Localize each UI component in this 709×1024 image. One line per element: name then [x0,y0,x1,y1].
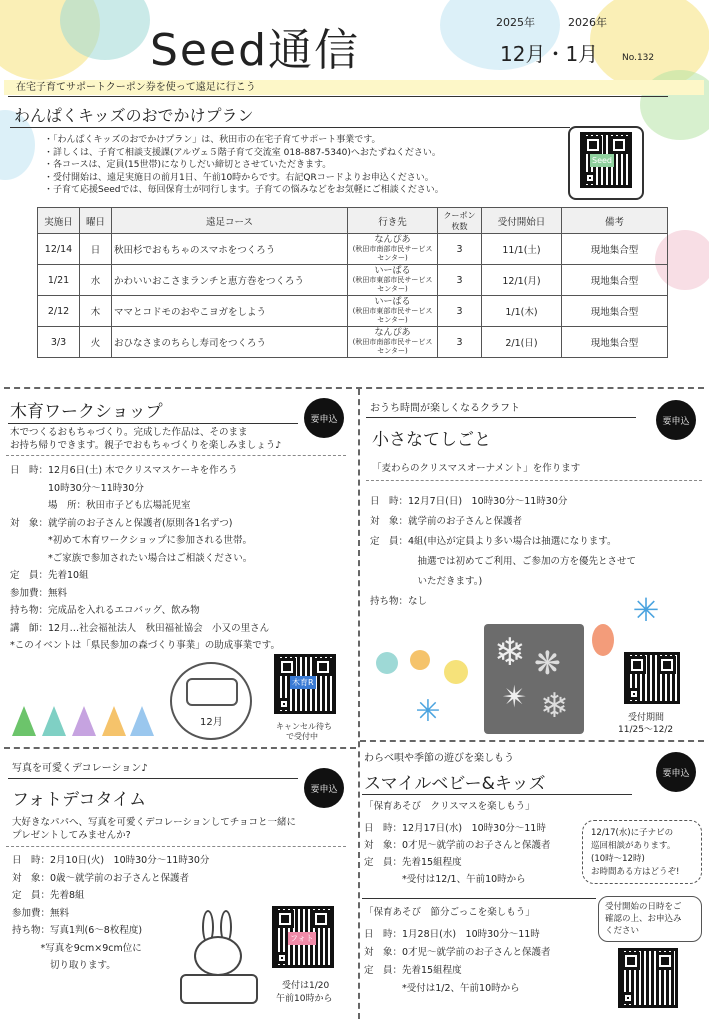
detail-line: 抽選では初めてご利用、ご参加の方を優先とさせて [370,556,637,567]
tree-icon [12,706,36,736]
outing-bullets [44,134,444,197]
year-start: 2025年 [496,16,535,29]
tree-icon [130,706,154,736]
cell-note: 現地集合型 [562,296,668,327]
bunny-illustration [176,910,262,1010]
year-end: 2026年 [568,16,607,29]
detail-line: 持ち物：完成品を入れるエコバッグ、飲み物 [10,605,200,616]
ornament-icon [444,660,468,684]
photo-intro: プレゼントしてみませんか? [12,830,131,841]
column-header: 曜日 [80,208,112,234]
cell-start: 1/1(木) [482,296,562,327]
detail-line: 定 員：先着15組程度 [364,857,462,868]
apply-required-badge: 要申込 [656,752,696,792]
qr-code[interactable] [618,948,678,1008]
section-divider [360,740,704,742]
session-details [364,926,551,998]
cell-coupons: 3 [438,327,482,358]
cell-destination [348,265,438,296]
qr-tag: 木育R [292,678,314,687]
divider [8,778,298,779]
column-divider [358,389,360,1019]
detail-line: *このイベントは「県民参加の森づくり事業」の助成事業です。 [10,640,280,651]
qr-code[interactable] [624,652,680,704]
apply-required-badge: 要申込 [304,398,344,438]
destination-detail: (秋田市南部市民サービスセンター) [352,244,433,262]
outing-schedule-table [37,207,668,358]
cell-date: 12/14 [38,234,80,265]
cell-start: 11/1(土) [482,234,562,265]
cell-destination [348,234,438,265]
table-row [38,265,668,296]
detail-line: 10時30分～11時30分 [10,482,144,494]
session-heading: 「保育あそび 節分ごっこを楽しもう」 [364,907,535,918]
table-header-row [38,208,668,234]
issue-months: 12月・1月 [500,42,599,66]
reminder-note [598,896,702,942]
cell-date: 1/21 [38,265,80,296]
bullet-item: ・子育て応援Seedでは、毎回保育士が同行します。子育ての悩みなどをお気軽にご相談ください。 [44,185,444,195]
qr-caption: 受付期間 [628,713,665,723]
cell-start: 12/1(月) [482,265,562,296]
table-row [38,234,668,265]
snowflake-icon: ✳ [632,591,660,629]
divider [8,423,298,424]
wood-intro: 木でつくるおもちゃづくり。完成した作品は、そのまま [10,427,248,438]
detail-line: 日 時：2月10日(火) 10時30分～11時30分 [12,855,210,866]
detail-line: 日 時：1月28日(水) 10時30分～11時 [364,929,540,940]
section-divider [4,747,356,749]
column-header: 遠足コース [112,208,348,234]
cell-course: おひなさまのちらし寿司をつくろう [112,327,348,358]
section-divider [4,387,704,389]
detail-line: 日 時：12月17日(水) 10時30分～11時 [364,823,546,834]
cell-dow: 日 [80,234,112,265]
destination-detail: (秋田市東部市民サービスセンター) [352,306,433,324]
wood-title: 木育ワークショップ [10,402,163,422]
destination-detail: (秋田市南部市民サービスセンター) [352,337,433,355]
smile-subtitle: わらべ唄や季節の遊びを楽しもう [364,753,514,764]
column-header: 備考 [562,208,668,234]
detail-line: 定 員：先着15組程度 [364,965,462,976]
detail-line: *受付は1/2、午前10時から [364,983,520,994]
cell-dow: 水 [80,265,112,296]
detail-line: 対 象：就学前のお子さんと保護者(原則各1名ずつ) [10,517,233,529]
column-header: 受付開始日 [482,208,562,234]
cell-dow: 火 [80,327,112,358]
tree-icon [42,706,66,736]
note-line: 巡回相談があります。 [591,841,676,851]
straw-ornament-photo [484,624,584,734]
detail-line: *初めて木育ワークショップに参加される世帯。 [10,535,253,546]
cake-label: 12月 [200,717,223,728]
cell-coupons: 3 [438,296,482,327]
craft-subtitle: おうち時間が楽しくなるクラフト [370,403,520,414]
divider [366,417,636,418]
cell-note: 現地集合型 [562,265,668,296]
cell-dow: 木 [80,296,112,327]
detail-line: 定 員：先着8組 [12,890,85,901]
detail-line: 持ち物：写真1判(6～8枚程度) [12,925,143,936]
wood-intro: お持ち帰りできます。親子でおもちゃづくりを楽しみましょう♪ [10,440,282,451]
note-line: ください [605,926,640,936]
wood-details [10,462,280,655]
qr-caption: 受付は1/20 [282,981,330,991]
cell-coupons: 3 [438,234,482,265]
snowflake-icon: ❋ [534,644,561,682]
detail-line: 定 員：4組(申込が定員より多い場合は抽選になります。 [370,536,617,547]
qr-caption: で受付中 [286,732,318,741]
snowflake-icon: ❄ [540,686,569,726]
note-line: お時間ある方はどうぞ! [591,867,680,877]
qr-tag: Seed [592,156,612,165]
table-row [38,327,668,358]
qr-caption: 11/25～12/2 [618,725,674,735]
tree-icon [72,706,96,736]
cake-illustration [170,662,252,740]
craft-title: 小さなてしごと [372,430,491,450]
cell-note: 現地集合型 [562,234,668,265]
table-row [38,296,668,327]
detail-line: 持ち物：なし [370,596,428,607]
star-icon: ✴ [502,680,528,715]
detail-line: 切り取ります。 [12,960,116,971]
cake-icon [186,678,238,706]
bullet-item: ・各コースは、定員(15世帯)になりしだい締切とさせていただきます。 [44,160,332,170]
bullet-item: ・詳しくは、子育て相談支援課(アルヴェ５階子育て交流室 018-887-5340)へおたずねください。 [44,147,441,158]
divider [6,455,346,456]
detail-line: *受付は12/1、午前10時から [364,874,526,885]
consultation-note [582,820,702,884]
session-heading: 「保育あそび クリスマスを楽しもう」 [364,801,535,812]
destination-detail: (秋田市東部市民サービスセンター) [352,275,433,293]
cell-destination [348,296,438,327]
ornament-icon [410,650,430,670]
bullet-item: ・「わんぱくキッズのおでかけプラン」は、秋田市の在宅子育てサポート事業です。 [44,135,381,145]
detail-line: 講 師：12月…社会福祉法人 秋田福祉協会 小又の里さん [10,622,270,634]
cell-course: かわいいおこさまランチと恵方巻をつくろう [112,265,348,296]
note-line: 受付開始の日時をご [605,902,682,912]
smile-title: スマイルベビー&キッズ [364,774,546,794]
detail-line: いただきます。) [370,576,483,587]
photo-title: フォトデコタイム [12,790,147,810]
tree-icon [102,706,126,736]
cell-course: 秋田杉でおもちゃのスマホをつくろう [112,234,348,265]
divider [362,898,596,899]
newsletter-title: Seed通信 [150,25,360,76]
destination-name: いーぱる [374,296,411,307]
detail-line: 対 象：就学前のお子さんと保護者 [370,516,523,527]
outing-title: わんぱくキッズのおでかけプラン [14,106,254,125]
cell-course: ママとコドモのおやこヨガをしよう [112,296,348,327]
cell-destination [348,327,438,358]
ornament-icon [592,624,614,656]
cell-coupons: 3 [438,265,482,296]
photo-subtitle: 写真を可愛くデコレーション♪ [12,763,148,774]
note-line: (10時～12時) [591,854,645,864]
detail-line: 対 象：0才児～就学前のお子さんと保護者 [364,840,551,851]
snowflake-icon: ❄ [494,630,526,674]
column-header: 行き先 [348,208,438,234]
column-header: クーポン枚数 [438,208,482,234]
qr-caption: 午前10時から [276,994,333,1004]
detail-line: *写真を9cm×9cm位に [12,942,142,954]
note-line: 12/17(水)に子ナビの [591,828,674,838]
cell-date: 2/12 [38,296,80,327]
divider [10,127,570,128]
bullet-item: ・受付開始は、遠足実施日の前月1日、午前10時からです。右記QRコードよりお申込ください。 [44,172,434,183]
detail-line: *ご家族で参加されたい場合はご相談ください。 [10,552,253,564]
divider [362,794,632,795]
detail-line: 場 所：秋田市子ども広場託児室 [10,500,191,511]
craft-description: 「麦わらのクリスマスオーナメント」を作ります [372,463,581,474]
divider [8,96,668,97]
destination-name: なんぴあ [374,327,411,338]
detail-line: 対 象：0才児～就学前のお子さんと保護者 [364,947,551,958]
qr-caption: キャンセル待ち [276,722,332,731]
destination-name: いーぱる [374,265,411,276]
outing-subtitle: 在宅子育てサポートクーポン券を使って遠足に行こう [16,82,256,93]
apply-required-badge: 要申込 [304,768,344,808]
photo-intro: 大好きなパパへ、写真を可愛くデコレーションしてチョコと一緒に [12,817,296,828]
divider [6,846,346,847]
ornament-icon [376,652,398,674]
issue-number: No.132 [622,53,655,63]
divider [366,480,702,481]
apply-required-badge: 要申込 [656,400,696,440]
column-header: 実施日 [38,208,80,234]
qr-tag: フォト [290,934,314,943]
table-icon [180,974,258,1004]
face-icon [194,936,242,976]
snowflake-icon: ✳ [415,694,441,729]
note-line: 確認の上、お申込み [605,914,682,924]
detail-line: 参加費：無料 [10,587,68,599]
cell-start: 2/1(日) [482,327,562,358]
detail-line: 日 時：12月7日(日) 10時30分～11時30分 [370,496,568,507]
detail-line: 日 時：12月6日(土) 木でクリスマスケーキを作ろう [10,465,238,476]
detail-line: 参加費：無料 [12,907,70,919]
craft-details [370,492,636,612]
detail-line: 対 象：0歳～就学前のお子さんと保護者 [12,872,190,884]
detail-line: 定 員：先着10組 [10,570,89,581]
cell-date: 3/3 [38,327,80,358]
session-details [364,820,551,888]
cell-note: 現地集合型 [562,327,668,358]
destination-name: なんぴあ [374,234,411,245]
